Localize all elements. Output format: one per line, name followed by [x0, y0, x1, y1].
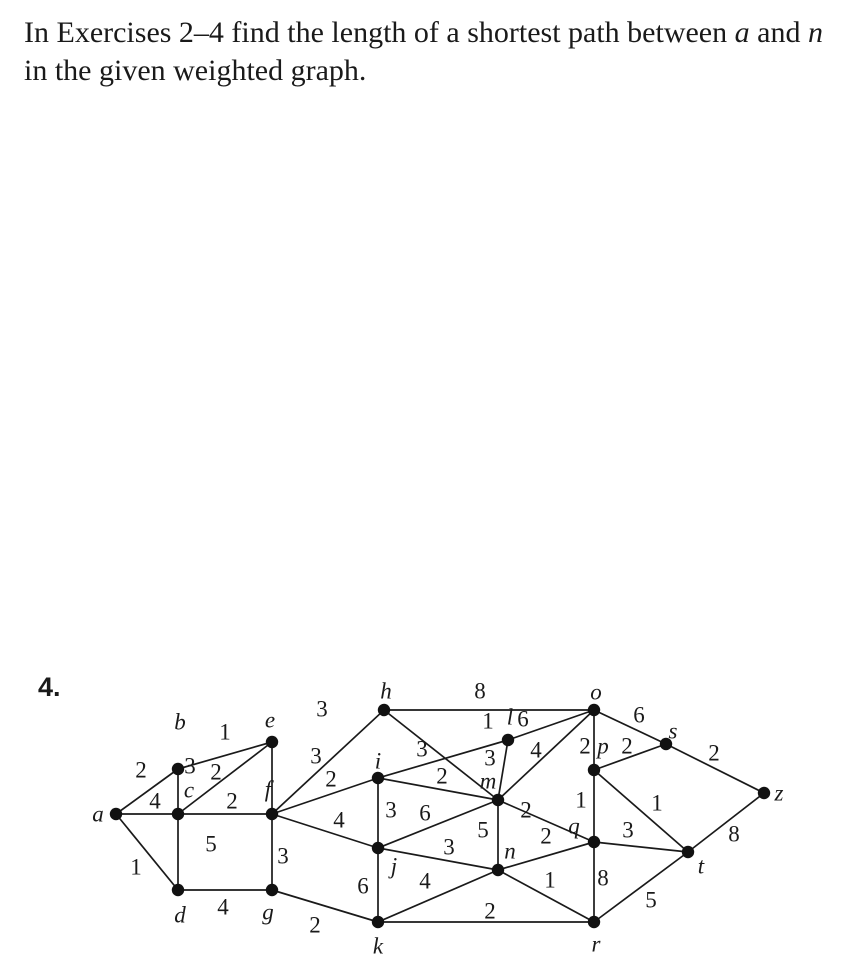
vertex-m [492, 794, 504, 806]
exercise-number: 4. [38, 672, 61, 702]
edge-a-b [116, 769, 178, 814]
edge-weight-h-m: 1 [482, 708, 494, 734]
edge-weight-r-t: 5 [645, 887, 657, 913]
edge-weight-f-g: 3 [277, 843, 289, 869]
edge-t-z [688, 793, 764, 852]
weighted-graph [0, 660, 860, 968]
edge-weight-i-j: 3 [385, 797, 397, 823]
vertex-label-l: l [506, 704, 514, 730]
vertex-n [492, 864, 504, 876]
vertex-label-f: f [264, 776, 272, 802]
edge-weight-o-p: 2 [579, 733, 591, 759]
vertex-e [266, 736, 278, 748]
edge-weight-a-c: 4 [149, 788, 161, 814]
edge-weight-q-r: 8 [597, 865, 609, 891]
edge-weight-m-q: 2 [520, 797, 532, 823]
edge-weight-f-h: 3 [310, 743, 322, 769]
edge-weight-q-t: 3 [622, 817, 634, 843]
vertex-label-s: s [668, 718, 678, 744]
edge-q-t [594, 842, 688, 852]
vertex-label-h: h [380, 678, 392, 704]
edge-f-h [272, 710, 384, 814]
vertex-label-i: i [374, 748, 382, 774]
vertex-c [172, 808, 184, 820]
vertex-o [588, 704, 600, 716]
vertex-label-g: g [262, 899, 274, 925]
vertex-label-p: p [597, 733, 609, 759]
edge-weight-n-r: 1 [544, 867, 556, 893]
vertex-label-z: z [774, 780, 784, 806]
vertex-label-o: o [590, 679, 602, 705]
edge-weight-c-f: 2 [226, 788, 238, 814]
edge-weight-f-j: 4 [333, 807, 345, 833]
edge-p-t [594, 770, 688, 852]
edge-weight-j-k: 6 [357, 873, 369, 899]
edge-weight-p-s: 2 [621, 733, 633, 759]
vertex-label-n: n [504, 838, 516, 864]
edge-weight-k-r: 2 [484, 898, 496, 924]
edge-weight-m-o: 4 [530, 737, 542, 763]
edge-weight-l-o: 6 [517, 706, 529, 732]
vertex-i [372, 772, 384, 784]
edge-weight-a-b: 2 [135, 757, 147, 783]
prompt-var-a: a [734, 16, 750, 49]
edge-weight-o-s: 6 [633, 702, 645, 728]
weight-layer [130, 679, 740, 938]
vertex-k [372, 916, 384, 928]
edge-weight-f-i: 2 [325, 766, 337, 792]
edge-a-d [116, 814, 178, 890]
vertex-t [682, 846, 694, 858]
vertex-g [266, 884, 278, 896]
vertex-l [502, 734, 514, 746]
vertex-f [266, 808, 278, 820]
edge-weight-j-n: 3 [443, 834, 455, 860]
vertex-d [172, 884, 184, 896]
edge-weight-b-e: 1 [219, 719, 231, 745]
vertex-p [588, 764, 600, 776]
vertex-q [588, 836, 600, 848]
prompt-var-n: n [807, 16, 823, 49]
vertex-b [172, 763, 184, 775]
edge-weight-c-d: 5 [205, 831, 217, 857]
vertex-j [372, 842, 384, 854]
vertex-label-c: c [183, 777, 195, 803]
edge-weight-c-e: 2 [210, 759, 222, 785]
vertex-label-k: k [372, 933, 384, 959]
vertex-label-j: j [390, 853, 398, 879]
edge-weight-a-d: 1 [130, 854, 142, 880]
edge-weight-n-q: 2 [540, 823, 552, 849]
edge-weight-s-z: 2 [708, 740, 720, 766]
prompt-text-3: in the given weighted graph. [24, 54, 367, 87]
edge-weight-e-f: 3 [316, 696, 328, 722]
vertex-z [758, 787, 770, 799]
edge-weight-h-o: 8 [474, 678, 486, 704]
edge-weight-d-g: 4 [217, 894, 229, 920]
edge-weight-t-z: 8 [728, 821, 740, 847]
edge-weight-b-c: 3 [184, 753, 196, 779]
vertex-h [378, 704, 390, 716]
vertex-label-t: t [697, 853, 705, 879]
vertex-label-r: r [591, 931, 601, 957]
edge-weight-g-k: 2 [309, 912, 321, 938]
vertex-label-m: m [479, 768, 497, 794]
vertex-label-a: a [92, 801, 104, 827]
exercise-prompt [24, 14, 824, 90]
vertex-label-q: q [568, 813, 580, 839]
vertex-r [588, 916, 600, 928]
vertex-label-layer [92, 679, 783, 959]
edge-weight-p-q: 1 [575, 787, 587, 813]
vertex-label-d: d [174, 902, 186, 928]
prompt-text-2: and [749, 16, 808, 49]
edge-weight-i-l: 3 [416, 736, 428, 762]
edge-weight-m-n: 5 [477, 817, 489, 843]
vertex-a [110, 808, 122, 820]
vertex-label-b: b [174, 709, 186, 735]
edge-weight-k-n: 4 [419, 868, 431, 894]
prompt-text-1: In Exercises 2–4 find the length of a shortest path between [24, 16, 735, 49]
edge-weight-l-m: 3 [484, 745, 496, 771]
vertex-label-e: e [264, 707, 276, 733]
edge-weight-i-m: 2 [436, 763, 448, 789]
edge-weight-p-t: 1 [651, 790, 663, 816]
edge-weight-j-m: 6 [419, 800, 431, 826]
